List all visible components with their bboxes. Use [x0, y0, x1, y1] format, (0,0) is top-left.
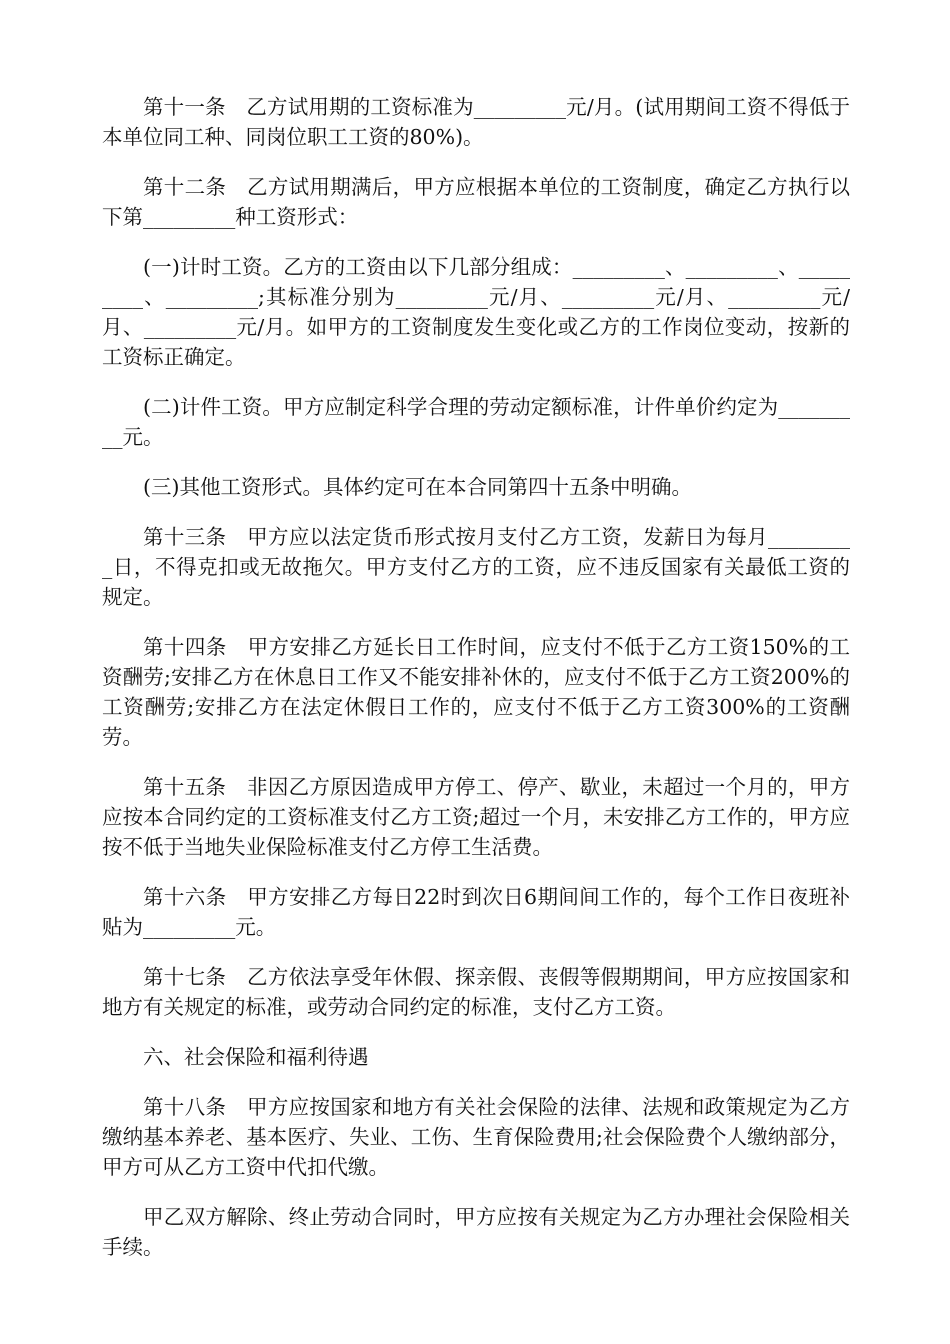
- section-heading: 六、社会保险和福利待遇: [143, 1045, 369, 1069]
- piece-wage-paragraph: (二)计件工资。甲方应制定科学合理的劳动定额标准，计件单价约定为_________元。: [102, 395, 850, 449]
- article-13-paragraph: 第十三条 甲方应以法定货币形式按月支付乙方工资，发薪日为每月_________日，不得克扣或无故拖欠。甲方支付乙方的工资，应不违反国家有关最低工资的规定。: [102, 525, 850, 609]
- article-18-paragraph: 第十八条 甲方应按国家和地方有关社会保险的法律、法规和政策规定为乙方缴纳基本养老、基本医疗、失业、工伤、生育保险费用;社会保险费个人缴纳部分，甲方可从乙方工资中代扣代缴。: [102, 1095, 850, 1179]
- article-14-paragraph: 第十四条 甲方安排乙方延长日工作时间，应支付不低于乙方工资150%的工资酬劳;安排乙方在休息日工作又不能安排补休的，应支付不低于乙方工资200%的工资酬劳;安排乙方在法定休假日工作的，应支付不低于乙方工资300%的工资酬劳。: [102, 635, 850, 749]
- article-17-paragraph: 第十七条 乙方依法享受年休假、探亲假、丧假等假期期间，甲方应按国家和地方有关规定的标准，或劳动合同约定的标准，支付乙方工资。: [102, 965, 850, 1019]
- article-12-paragraph: 第十二条 乙方试用期满后，甲方应根据本单位的工资制度，确定乙方执行以下第_________种工资形式：: [102, 175, 850, 229]
- document-page: [102, 92, 850, 1282]
- other-wage-paragraph: (三)其他工资形式。具体约定可在本合同第四十五条中明确。: [143, 475, 692, 499]
- article-11-paragraph: 第十一条 乙方试用期的工资标准为_________元/月。(试用期间工资不得低于本单位同工种、同岗位职工工资的80%)。: [102, 95, 850, 149]
- time-wage-paragraph: (一)计时工资。乙方的工资由以下几部分组成：_________、_________、_________、_________;其标准分别为_________元/月、_________元/月、_________元/月、_________元/月。如甲方的工资制度发生变化或乙方的工作岗位变动，按新的工资标正确定。: [102, 255, 850, 369]
- article-15-paragraph: 第十五条 非因乙方原因造成甲方停工、停产、歇业，未超过一个月的，甲方应按本合同约定的工资标准支付乙方工资;超过一个月，未安排乙方工作的，甲方应按不低于当地失业保险标准支付乙方停工生活费。: [102, 775, 850, 859]
- article-16-paragraph: 第十六条 甲方安排乙方每日22时到次日6期间间工作的，每个工作日夜班补贴为_________元。: [102, 885, 850, 939]
- termination-insurance-paragraph: 甲乙双方解除、终止劳动合同时，甲方应按有关规定为乙方办理社会保险相关手续。: [102, 1205, 850, 1259]
